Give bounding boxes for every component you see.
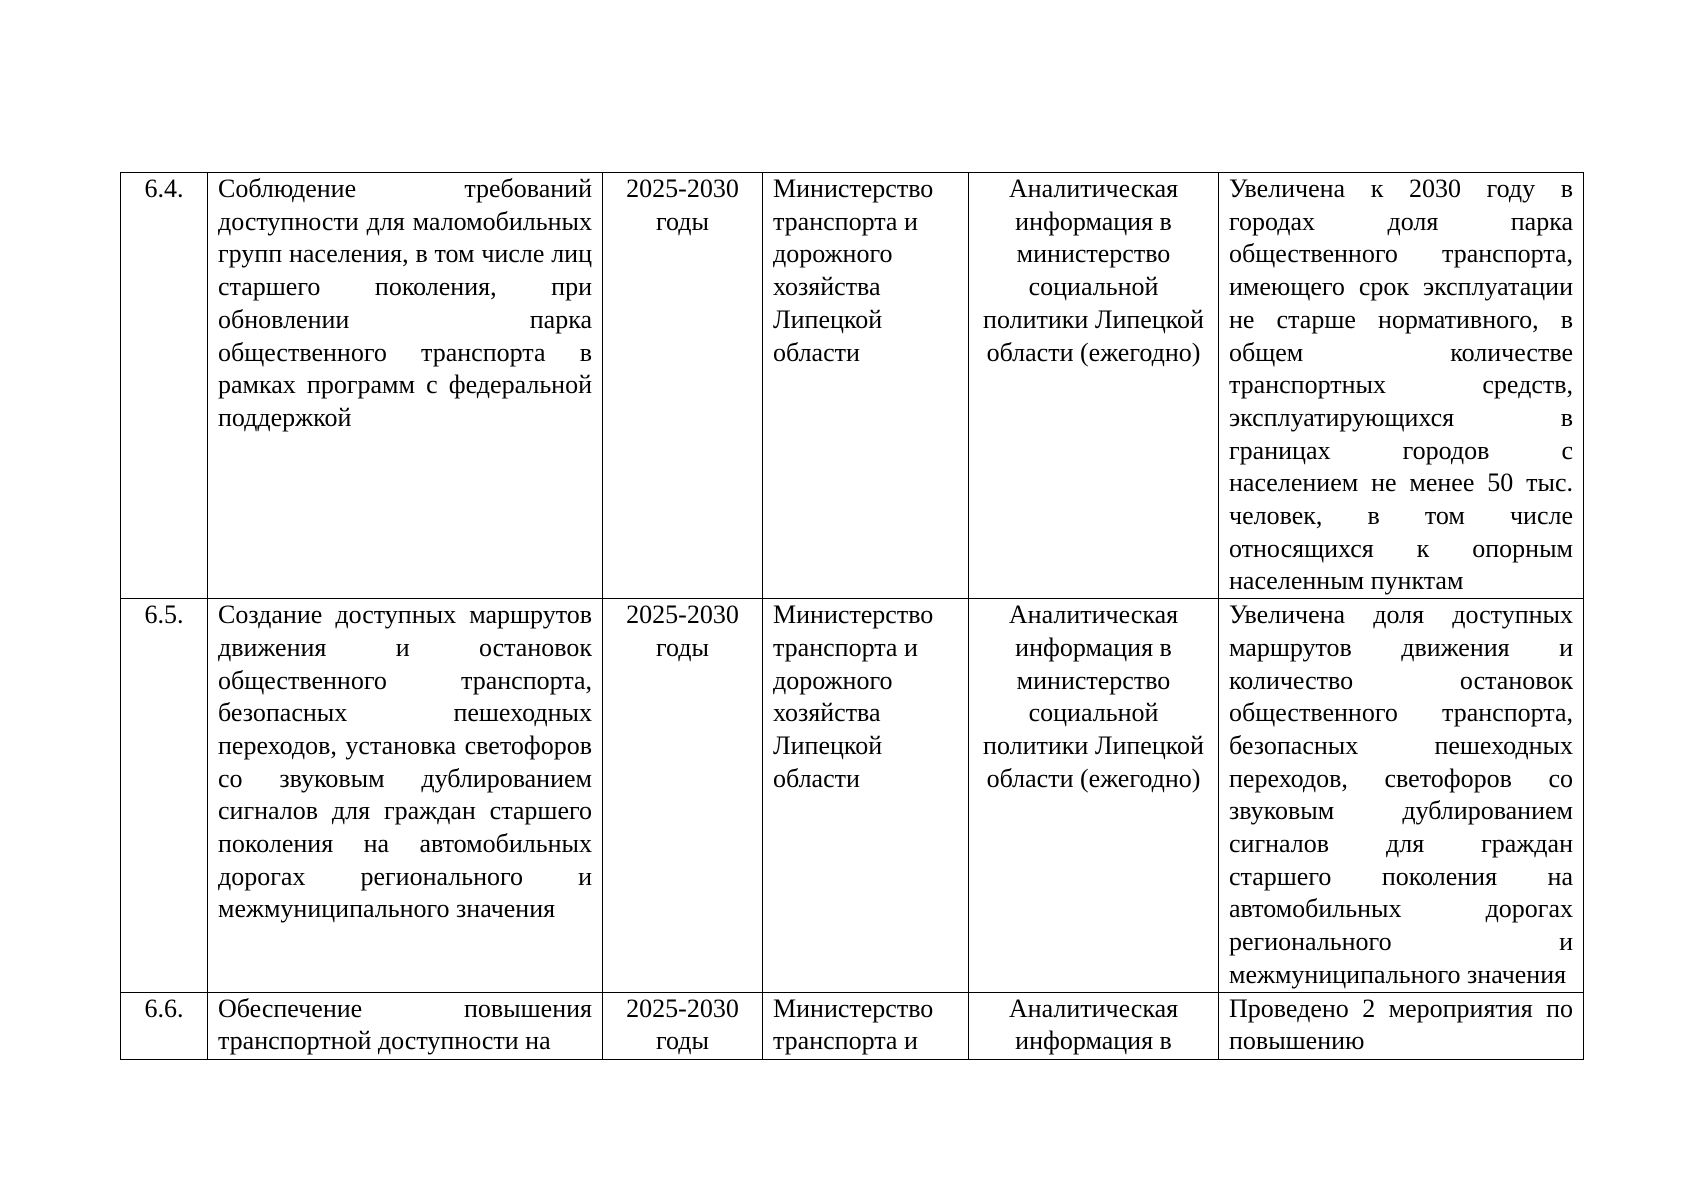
executor: Министерство транспорта и дорожного хозяйства Липецкой области — [763, 599, 969, 992]
table-row — [121, 599, 1584, 992]
measures-table — [120, 172, 1584, 1060]
row-number: 6.4. — [121, 173, 208, 599]
expected-result — [1219, 992, 1584, 1059]
control-form: Аналитическая информация в министерство социальной политики Липецкой области (ежегодно) — [969, 599, 1219, 992]
executor: Министерство транспорта и дорожного хозяйства Липецкой области — [763, 173, 969, 599]
term-period: 2025-2030 годы — [603, 599, 763, 992]
event-description — [208, 992, 603, 1059]
expected-result-text: Проведено 2 мероприятия по повышению — [1229, 993, 1573, 1056]
row-number — [121, 992, 208, 1059]
control-form — [969, 992, 1219, 1059]
term-period — [603, 992, 763, 1059]
executor — [763, 992, 969, 1059]
expected-result: Увеличена к 2030 году в городах доля парка общественного транспорта, имеющего срок эксплуатации не старше нормативного, в общем количестве транспортных средств, эксплуатирующихся в границах городов с населением не менее 50 тыс. человек, в том числе относящихся к опорным населенным пунктам — [1219, 173, 1584, 599]
expected-result: Увеличена доля доступных маршрутов движения и количество остановок общественного транспорта, безопасных пешеходных переходов, светофоров со звуковым дублированием сигналов для граждан старшего поколения на автомобильных дорогах регионального и межмуниципального значения — [1219, 599, 1584, 992]
term-period: 2025-2030 годы — [603, 173, 763, 599]
control-form-text: Аналитическая информация в — [1008, 993, 1179, 1056]
row-number-text: 6.6. — [144, 993, 184, 1023]
executor-text: Министерство транспорта и — [773, 993, 934, 1056]
event-description: Соблюдение требований доступности для маломобильных групп населения, в том числе лиц старшего поколения, при обновлении парка общественного транспорта в рамках программ с федеральной поддержкой — [208, 173, 603, 599]
control-form: Аналитическая информация в министерство социальной политики Липецкой области (ежегодно) — [969, 173, 1219, 599]
table-row — [121, 992, 1584, 1059]
term-period-text: 2025-2030 годы — [626, 993, 739, 1056]
table-row — [121, 173, 1584, 599]
event-description: Создание доступных маршрутов движения и остановок общественного транспорта, безопасных пешеходных переходов, установка светофоров со звуковым дублированием сигналов для граждан старшего поколения на автомобильных дорогах регионального и межмуниципального значения — [208, 599, 603, 992]
row-number: 6.5. — [121, 599, 208, 992]
event-description-text: Обеспечение повышения транспортной доступности на — [218, 993, 592, 1056]
